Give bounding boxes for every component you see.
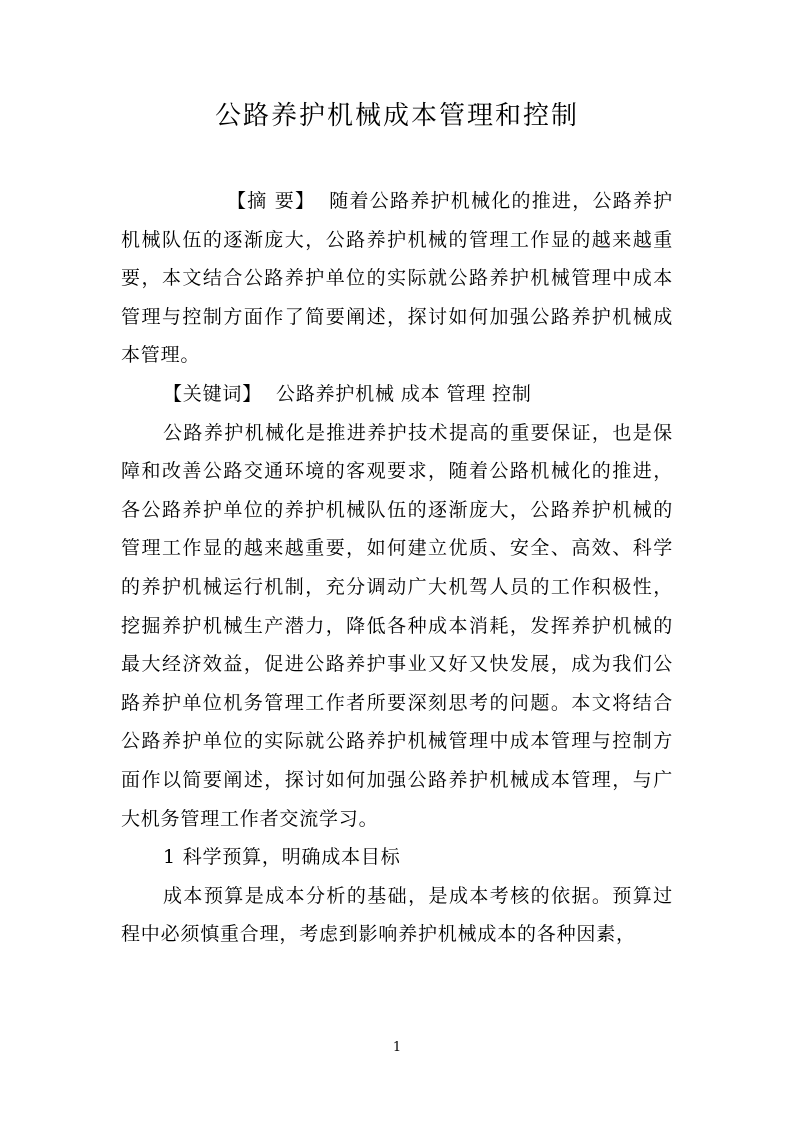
keyword: 成本 — [400, 382, 441, 405]
keywords-label: 【关键词】 — [163, 382, 263, 405]
page-title: 公路养护机械成本管理和控制 — [214, 101, 579, 131]
keyword: 管理 — [446, 382, 487, 405]
abstract-text: 随着公路养护机械化的推进，公路养护机械队伍的逐渐庞大，公路养护机械的管理工作显的越来越重要，本文结合公路养护单位的实际就公路养护机械管理中成本管理与控制方面作了简要阐述，探讨如何加强公路养护机械成本管理。 — [121, 190, 673, 367]
abstract-label: 【摘 要】 — [227, 190, 316, 212]
intro-paragraph: 公路养护机械化是推进养护技术提高的重要保证，也是保障和改善公路交通环境的客观要求，随着公路机械化的推进，各公路养护单位的养护机械队伍的逐渐庞大，公路养护机械的管理工作显的越来越重要，如何建立优质、安全、高效、科学的养护机械运行机制，充分调动广大机驾人员的工作积极性，挖掘养护机械生产潜力，降低各种成本消耗，发挥养护机械的最大经济效益，促进公路养护事业又好又快发展，成为我们公路养护单位机务管理工作者所要深刻思考的问题。本文将结合公路养护单位的实际就公路养护机械管理中成本管理与控制方面作以简要阐述，探讨如何加强公路养护机械成本管理，与广大机务管理工作者交流学习。 — [121, 421, 673, 830]
keywords-paragraph — [121, 375, 673, 414]
section-heading: 1 科学预算，明确成本目标 — [163, 846, 401, 869]
keyword: 公路养护机械 — [276, 382, 395, 405]
document-body — [121, 182, 673, 954]
abstract-paragraph — [121, 182, 673, 375]
section-paragraph: 成本预算是成本分析的基础，是成本考核的依据。预算过程中必须慎重合理，考虑到影响养护机械成本的各种因素， — [121, 884, 673, 946]
page-number: 1 — [392, 1040, 402, 1055]
keyword: 控制 — [492, 382, 532, 405]
